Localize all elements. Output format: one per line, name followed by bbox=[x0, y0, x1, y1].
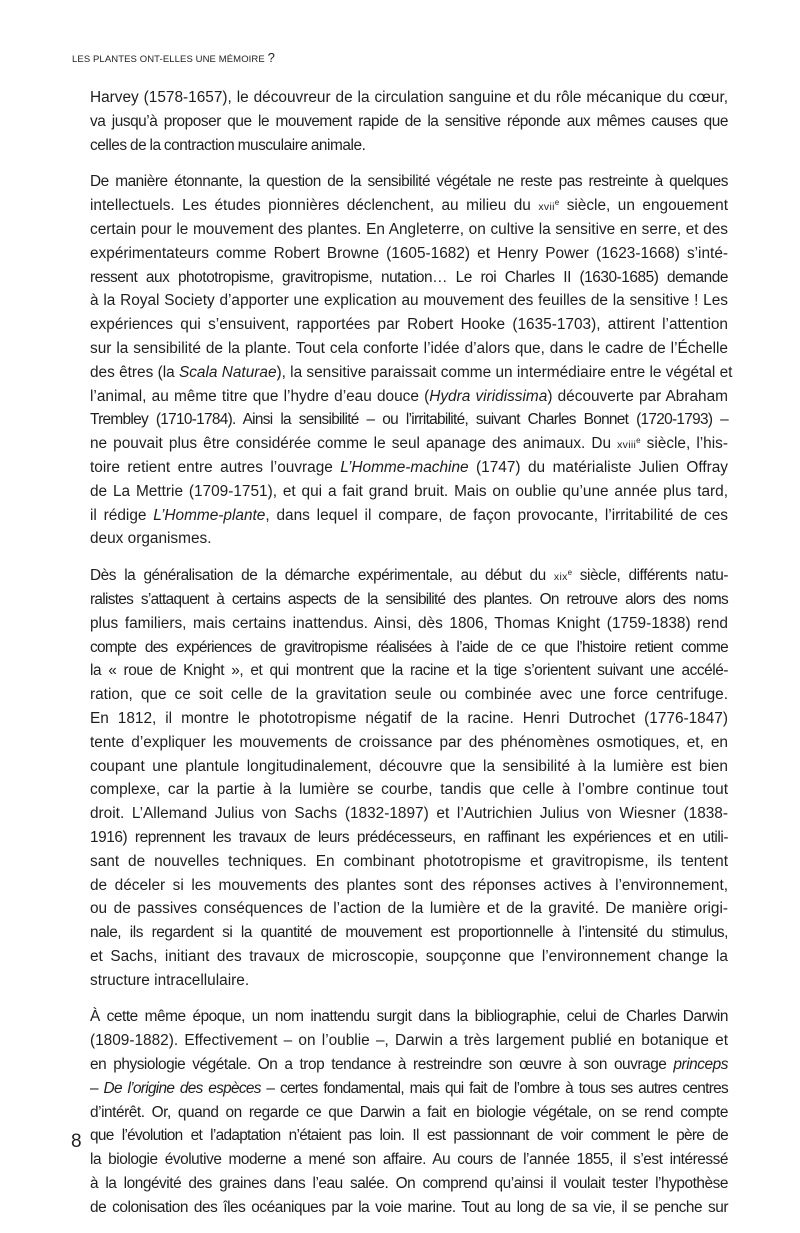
text-line: À cette même époque, un nom inattendu surgit dans la bibliographie, celui de Charles Darwin bbox=[90, 1008, 728, 1026]
text-line: complexe, car la partie à la lumière se courbe, tandis que celle à l’ombre continue tout bbox=[90, 781, 728, 799]
italic-term: princeps bbox=[673, 1056, 728, 1074]
body-text bbox=[90, 86, 733, 1233]
text-fragment: intellectuels. Les études pionnières déclenchent, au milieu du bbox=[90, 197, 539, 215]
running-head-title: LES PLANTES ONT-ELLES UNE MÉMOIRE bbox=[72, 54, 265, 65]
text-line bbox=[90, 194, 728, 218]
text-fragment: – certes fondamental, mais qui fait de l’ombre à tous ses autres centres bbox=[260, 1079, 728, 1097]
text-line: coupant une plantule longitudinalement, découvre que la sensibilité à la lumière est bien bbox=[90, 757, 728, 775]
century-numeral: xvii bbox=[538, 201, 555, 214]
text-line: et Sachs, initiant des travaux de microscopie, soupçonne que l’environnement change la bbox=[90, 947, 728, 965]
paragraph-harvey bbox=[90, 86, 728, 157]
text-line bbox=[90, 432, 728, 456]
century-superscript: e bbox=[567, 568, 572, 578]
text-line: d’intérêt. Or, quand on regarde ce que Darwin a fait en biologie végétale, on se rend compte bbox=[90, 1103, 728, 1121]
text-line: expérimentateurs comme Robert Browne (1605-1682) et Henry Power (1623-1668) s’inté- bbox=[90, 244, 728, 262]
paragraph-sensibilite bbox=[90, 170, 733, 551]
text-line: tente d’expliquer les mouvements de croissance par des phénomènes osmotiques, et, en bbox=[90, 733, 728, 751]
text-line: ration, que ce soit celle de la gravitation seule ou combinée avec une force centrifuge. bbox=[90, 686, 728, 704]
text-line: expériences qui s’ensuivent, rapportées par Robert Hooke (1635-1703), attirent l’attention bbox=[90, 316, 728, 334]
italic-term: Scala Naturae bbox=[178, 363, 277, 381]
century-superscript: e bbox=[636, 436, 641, 446]
text-line: à la Royal Society d’apporter une explication au mouvement des feuilles de la sensitive ! Les bbox=[90, 292, 728, 310]
text-line: de déceler si les mouvements des plantes sont des réponses actives à l’environnement, bbox=[90, 876, 728, 894]
italic-title: L’Homme-plante bbox=[153, 506, 266, 524]
text-line: ou de passives conséquences de l’action de la lumière et de la gravité. De manière origi- bbox=[90, 900, 728, 918]
text-fragment: Dès la généralisation de la démarche expérimentale, au début du bbox=[90, 567, 554, 585]
text-line bbox=[90, 456, 728, 480]
text-line: nale, ils regardent si la quantité de mouvement est proportionnelle à l’intensité du stimulus, bbox=[90, 924, 728, 942]
text-line bbox=[90, 564, 728, 588]
text-fragment: siècle, un engouement bbox=[559, 197, 728, 215]
text-line bbox=[90, 504, 728, 528]
text-line: sant de nouvelles techniques. En combinant phototropisme et gravitropisme, ils tentent bbox=[90, 852, 728, 870]
text-line: celles de la contraction musculaire animale. bbox=[90, 136, 366, 154]
running-head bbox=[72, 50, 275, 65]
text-fragment: il rédige bbox=[90, 506, 154, 524]
text-fragment: l’animal, au même titre que l’hydre d’eau douce ( bbox=[90, 387, 430, 405]
text-line: ressent aux phototropisme, gravitropisme, nutation… Le roi Charles II (1630-1685) demande bbox=[90, 268, 728, 286]
text-line: sur la sensibilité de la plante. Tout cela conforte l’idée d’alors que, dans le cadre de l’Échelle bbox=[90, 339, 728, 357]
text-line bbox=[90, 361, 733, 385]
italic-term: Hydra viridissima bbox=[429, 387, 548, 405]
text-line: 1916) reprennent les travaux de leurs prédécesseurs, en raffinant les expériences et en utili- bbox=[90, 828, 728, 846]
text-line: que l’évolution et l’adaptation n’étaient pas loin. Il est passionnant de voir comment le père de bbox=[90, 1127, 728, 1145]
text-line: deux organismes. bbox=[90, 530, 212, 548]
text-fragment: – bbox=[90, 1079, 104, 1097]
text-line: droit. L’Allemand Julius von Sachs (1832-1897) et l’Autrichien Julius von Wiesner (1838- bbox=[90, 805, 728, 823]
text-line: (1809-1882). Effectivement – on l’oublie –, Darwin a très largement publié en botanique et bbox=[90, 1032, 728, 1050]
text-line: structure intracellulaire. bbox=[90, 971, 250, 989]
italic-title: L’Homme-machine bbox=[340, 458, 469, 476]
text-line: va jusqu’à proposer que le mouvement rapide de la sensitive réponde aux mêmes causes que bbox=[90, 112, 728, 130]
century-numeral: xviii bbox=[617, 439, 637, 452]
text-line: la biologie évolutive moderne a mené son affaire. Au cours de l’année 1855, il s’est intéressé bbox=[90, 1151, 728, 1169]
text-line: ralistes s’attaquent à certains aspects de la sensibilité des plantes. On retrouve alors des noms bbox=[90, 590, 728, 608]
text-fragment: des êtres (la bbox=[90, 363, 179, 381]
text-line: Harvey (1578-1657), le découvreur de la circulation sanguine et du rôle mécanique du cœur, bbox=[90, 89, 728, 106]
text-line: à la longévité des graines dans l’eau salée. On comprend qu’ainsi il voulait tester l’hypothèse bbox=[90, 1175, 728, 1193]
text-fragment: toire retient entre autres l’ouvrage bbox=[90, 458, 341, 476]
text-line: Trembley (1710-1784). Ainsi la sensibilité – ou l’irritabilité, suivant Charles Bonnet (1720-1793) – bbox=[90, 411, 728, 429]
text-line: plus familiers, mais certains inattendus. Ainsi, dès 1806, Thomas Knight (1759-1838) rend bbox=[90, 614, 728, 632]
century-superscript: e bbox=[554, 198, 560, 208]
text-fragment: ne pouvait plus être considérée comme le seul apanage des animaux. Du bbox=[90, 435, 618, 453]
text-line bbox=[90, 385, 728, 409]
text-line: De manière étonnante, la question de la sensibilité végétale ne reste pas restreinte à quelques bbox=[90, 173, 728, 191]
page-number: 8 bbox=[71, 1131, 82, 1152]
text-line: En 1812, il montre le phototropisme négatif de la racine. Henri Dutrochet (1776-1847) bbox=[90, 709, 728, 727]
text-line: de La Mettrie (1709-1751), et qui a fait grand bruit. Mais on oublie qu’une année plus tard, bbox=[90, 482, 728, 500]
text-fragment: ) découverte par Abraham bbox=[547, 387, 728, 405]
text-fragment: ), la sensitive paraissait comme un intermédiaire entre le végétal et bbox=[276, 363, 733, 381]
running-head-question-mark: ? bbox=[267, 50, 275, 65]
text-fragment: siècle, différents natu- bbox=[571, 567, 728, 585]
text-line: de colonisation des îles océaniques par la voie marine. Tout au long de sa vie, il se penche sur bbox=[90, 1198, 728, 1216]
century-numeral: xix bbox=[553, 571, 568, 584]
text-line: certain pour le mouvement des plantes. En Angleterre, on cultive la sensitive en serre, et des bbox=[90, 220, 728, 238]
text-fragment: en physiologie végétale. On a trop tendance à restreindre son œuvre à son ouvrage bbox=[90, 1056, 674, 1074]
text-fragment: (1747) du matérialiste Julien Offray bbox=[468, 458, 728, 476]
text-line: la « roue de Knight », et qui montrent que la racine et la tige s’orientent suivant une accélé- bbox=[90, 662, 728, 680]
paragraph-experimental bbox=[90, 564, 728, 992]
text-line: compte des expériences de gravitropisme réalisées à l’aide de ce que l’histoire retient comme bbox=[90, 638, 728, 656]
text-line bbox=[90, 1053, 728, 1077]
text-line bbox=[90, 1077, 728, 1101]
paragraph-darwin bbox=[90, 1005, 728, 1219]
text-fragment: , dans lequel il compare, de façon provocante, l’irritabilité de ces bbox=[265, 506, 728, 524]
text-fragment: siècle, l’his- bbox=[640, 435, 728, 453]
italic-title: De l’origine des espèces bbox=[103, 1079, 261, 1097]
